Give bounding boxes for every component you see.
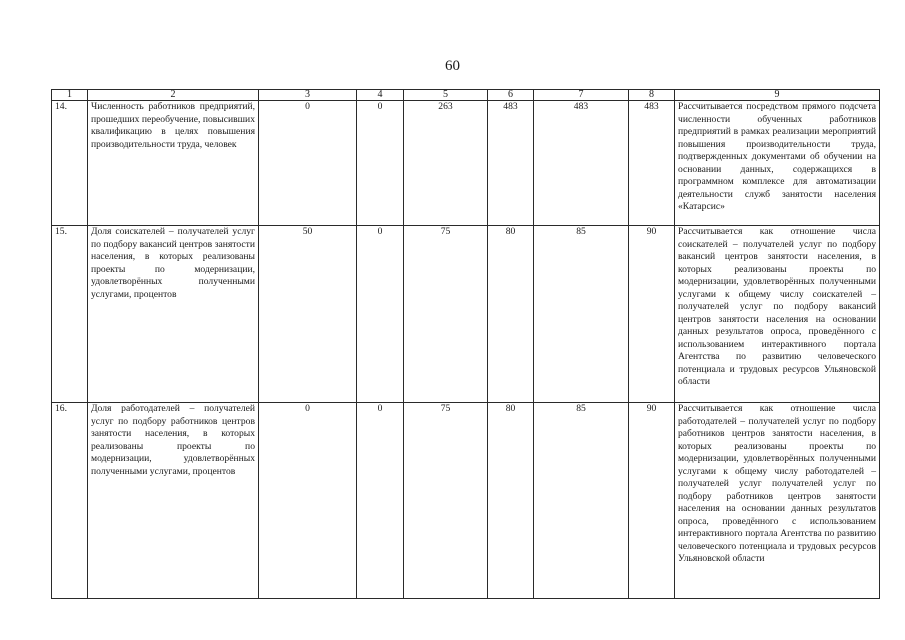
value-col-4: 0	[357, 101, 404, 226]
value-col-4: 0	[357, 226, 404, 403]
value-col-6: 80	[488, 403, 534, 599]
header-col-1: 1	[52, 90, 88, 101]
header-col-6: 6	[488, 90, 534, 101]
header-col-5: 5	[404, 90, 488, 101]
calculation-description: Рассчитывается как отношение числа соискателей – получателей услуг по подбору вакансий центров занятости населения, в которых реализованы проекты по модернизации, удовлетворённых полученными услугами к общему числу соискателей – получателей услуг по подбору вакансий центров занятости населения на основании данных результатов опроса, проведённого с использованием интерактивного портала Агентства по развитию человеческого потенциала и трудовых ресурсов Ульяновской области	[675, 226, 880, 403]
table-row	[52, 226, 880, 403]
value-col-3: 50	[259, 226, 357, 403]
indicator-name: Доля работодателей – получателей услуг по подбору работников центров занятости населения, в которых реализованы проекты по модернизации, удовлетворённых полученными услугами, процентов	[88, 403, 259, 599]
value-col-5: 75	[404, 403, 488, 599]
value-col-5: 263	[404, 101, 488, 226]
row-number: 16.	[52, 403, 88, 599]
row-number: 14.	[52, 101, 88, 226]
calculation-description: Рассчитывается как отношение числа работодателей – получателей услуг по подбору работников центров занятости населения, в которых реализованы проекты по модернизации, удовлетворённых полученными услугами к общему числу работодателей – получателей услуг получателей услуг по подбору работников центров занятости населения на основании данных результатов опроса, проведённого с использованием интерактивного портала Агентства по развитию человеческого потенциала и трудовых ресурсов Ульяновской области	[675, 403, 880, 599]
value-col-5: 75	[404, 226, 488, 403]
indicator-name: Доля соискателей – получателей услуг по подбору вакансий центров занятости населения, в которых реализованы проекты по модернизации, удовлетворённых полученными услугами, процентов	[88, 226, 259, 403]
value-col-8: 90	[629, 226, 675, 403]
value-col-7: 483	[534, 101, 629, 226]
header-col-7: 7	[534, 90, 629, 101]
value-col-8: 90	[629, 403, 675, 599]
row-number: 15.	[52, 226, 88, 403]
header-col-4: 4	[357, 90, 404, 101]
value-col-4: 0	[357, 403, 404, 599]
header-col-9: 9	[675, 90, 880, 101]
header-row	[52, 90, 880, 101]
indicators-table	[51, 89, 880, 599]
value-col-6: 80	[488, 226, 534, 403]
header-col-3: 3	[259, 90, 357, 101]
table-row	[52, 403, 880, 599]
value-col-6: 483	[488, 101, 534, 226]
value-col-8: 483	[629, 101, 675, 226]
header-col-8: 8	[629, 90, 675, 101]
value-col-7: 85	[534, 226, 629, 403]
table-row	[52, 101, 880, 226]
value-col-3: 0	[259, 101, 357, 226]
value-col-7: 85	[534, 403, 629, 599]
calculation-description: Рассчитывается посредством прямого подсчета численности обученных работников предприятий в рамках реализации мероприятий повышения производительности труда, подтвержденных документами об обучении на основании данных, содержащихся в программном комплексе для автоматизации деятельности служб занятости населения «Катарсис»	[675, 101, 880, 226]
indicator-name: Численность работников предприятий, прошедших переобучение, повысивших квалификацию в целях повышения производительности труда, человек	[88, 101, 259, 226]
header-col-2: 2	[88, 90, 259, 101]
page-number: 60	[445, 58, 460, 74]
value-col-3: 0	[259, 403, 357, 599]
